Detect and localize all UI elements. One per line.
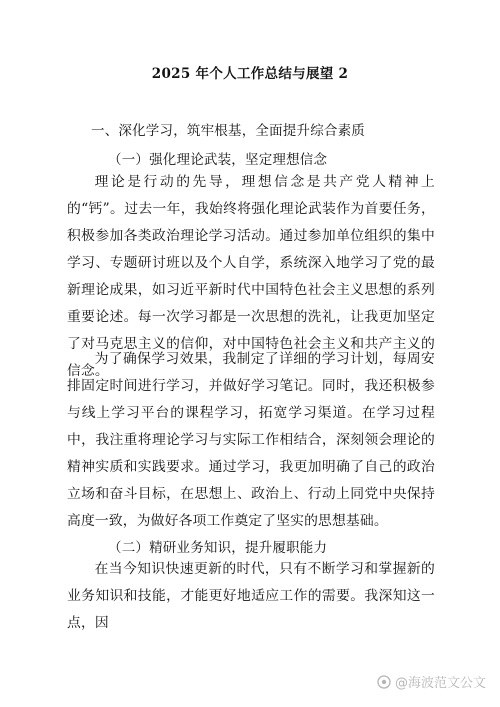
- body-paragraph: 在当今知识快速更新的时代，只有不断学习和掌握新的业务知识和技能，才能更好地适应工作的需要。我深知这一点，因: [67, 561, 435, 631]
- subsection-heading: （一）强化理论武装，坚定理想信念: [108, 152, 328, 168]
- body-paragraph: 为了确保学习效果，我制定了详细的学习计划，每周安排固定时间进行学习，并做好学习笔记。同时，我还积极参与线上学习平台的课程学习，拓宽学习渠道。在学习过程中，我注重将理论学习与实际工作相结合，深刻领会理论的精神实质和实践要求。通过学习，我更加明确了自己的政治立场和奋斗目标，在思想上、政治上、行动上同党中央保持高度一致，为做好各项工作奠定了坚实的思想基础。: [67, 351, 435, 529]
- subsection-heading: （二）精研业务知识，提升履职能力: [108, 540, 328, 556]
- platform-logo-icon: [377, 675, 391, 689]
- watermark-text: @海波范文公文: [394, 676, 486, 691]
- document-title: 2025 年个人工作总结与展望 2: [151, 66, 349, 82]
- watermark: [377, 672, 486, 691]
- body-paragraph: 理论是行动的先导，理想信念是共产党人精神上的“钙”。过去一年，我始终将强化理论武装作为首要任务，积极参加各类政治理论学习活动。通过参加单位组织的集中学习、专题研讨班以及个人自学，系统深入地学习了党的最新理论成果，如习近平新时代中国特色社会主义思想的系列重要论述。每一次学习都是一次思想的洗礼，让我更加坚定了对马克思主义的信仰，对中国特色社会主义和共产主义的信念。: [67, 174, 435, 379]
- section-heading: 一、深化学习，筑牢根基，全面提升综合素质: [91, 123, 365, 139]
